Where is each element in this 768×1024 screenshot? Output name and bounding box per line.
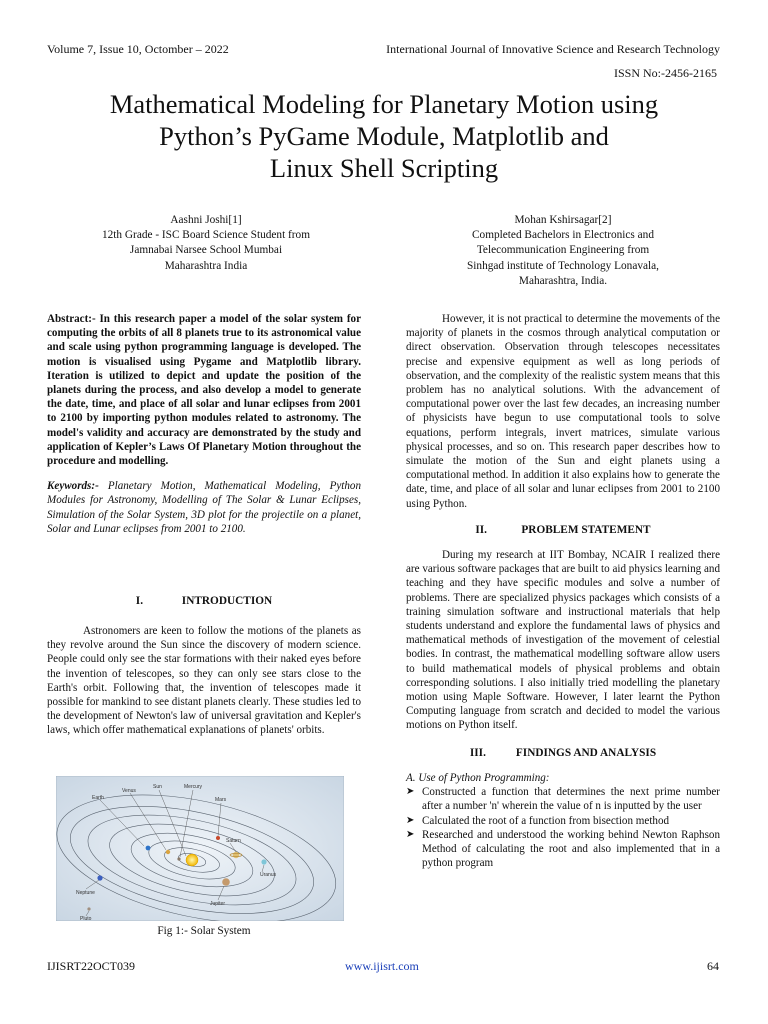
right-paragraph-2: During my research at IIT Bombay, NCAIR I realized there are various software packages that are built to aid physics learning and teaching and they have specific modules and solve a number of problems. There are specialized physics packages which consists of a training simulation software and instructional materials that help students understand and explore the fundamental laws of physics and mathematical methods of investigation of the movement of celestial bodies. In contrast, the mathematical modelling software allow users to build mathematical models of physical problems and obtain corresponding solutions. I also initially tried modelling the planetary motion using Maple Software. However, I later learnt the Python Computing language from scratch and decided to model the various motions on Python itself.: [406, 549, 720, 732]
section-heading-introduction: [47, 595, 361, 607]
arrow-bullet-icon: ➤: [406, 828, 415, 840]
section-number: III.: [469, 746, 486, 759]
footer-paper-id: IJISRT22OCT039: [47, 959, 135, 973]
section-title: FINDINGS AND ANALYSIS: [515, 746, 657, 759]
figure-caption: Fig 1:- Solar System: [157, 925, 251, 937]
subsection-heading: A. Use of Python Programming:: [406, 771, 550, 784]
section-title: PROBLEM STATEMENT: [521, 523, 651, 536]
keywords: [47, 479, 361, 536]
venus-label: Venus: [122, 788, 136, 794]
neptune-label: Neptune: [76, 890, 95, 896]
section-number: I.: [135, 595, 144, 607]
title-line: Python’s PyGame Module, Matplotlib and: [159, 121, 609, 151]
saturn-label: Saturn: [226, 838, 241, 844]
findings-list: [406, 785, 720, 870]
arrow-bullet-icon: ➤: [406, 814, 415, 826]
earth-marker: [146, 846, 151, 851]
mars-marker: [216, 836, 220, 840]
author-affiliation: Sinhgad institute of Technology Lonavala,: [467, 259, 659, 272]
author-block-2: [412, 213, 714, 289]
issn-number: ISSN No:-2456-2165: [613, 66, 717, 80]
author-name: Mohan Kshirsagar[2]: [514, 214, 612, 226]
mercury-marker: [177, 857, 180, 860]
section-title: INTRODUCTION: [181, 595, 273, 607]
mars-label: Mars: [215, 797, 227, 803]
venus-marker: [166, 850, 170, 854]
solar-system-diagram: [56, 776, 344, 921]
author-affiliation: Maharashtra, India.: [518, 274, 608, 287]
introduction-body: [47, 624, 361, 738]
right-column: [406, 312, 720, 870]
footer-page-number: 64: [707, 959, 719, 973]
paper-title: [30, 88, 738, 184]
section-heading-problem-statement: [406, 523, 720, 537]
list-item: ➤ Constructed a function that determines the next prime number after a number 'n' wherein the value of n is inputted by the user: [406, 786, 720, 813]
footer-website-link[interactable]: www.ijisrt.com: [345, 959, 419, 973]
right-paragraph-1: However, it is not practical to determine the movements of the majority of planets in the cosmos through analytical computation or direct observation. Observation through telescopes necessitates precise and expensive equipment as well as long periods of observation, and the complexity of the realistic system means that this problem has no analytical solutions. With the advancement of computational power over the last few decades, an increasing number of physicists have begun to use computational tools to solve equations, perform integrals, invert matrices, simulate various physical processes, and so on. This research paper describes how to simulate the motion of the Sun and eight planets using a computational method. In addition it also explains how to generate the date, time, and place of all solar and lunar eclipses from 2001 to 2100 using Python.: [406, 313, 720, 510]
jupiter-marker: [222, 878, 230, 886]
sun-marker: [186, 854, 198, 866]
abstract: [47, 312, 361, 468]
author-affiliation: Jamnabai Narsee School Mumbai: [129, 244, 283, 257]
title-line: Mathematical Modeling for Planetary Motion using: [109, 89, 659, 119]
author-affiliation: Maharashtra India: [164, 259, 248, 272]
left-column: [47, 312, 361, 536]
author-name: Aashni Joshi[1]: [170, 214, 242, 226]
uranus-label: Uranus: [260, 872, 277, 878]
keywords-text: Planetary Motion, Mathematical Modeling, Python Modules for Astronomy, Modelling of The Solar & Lunar Eclipses, Simulation of the Solar System, 3D plot for the projectile on a planet, Solar and Lunar eclipses from 2001 to 2100.: [47, 480, 361, 535]
pluto-label: Pluto: [80, 916, 92, 921]
list-item: ➤ Calculated the root of a function from bisection method: [406, 814, 670, 827]
abstract-text: In this research paper a model of the solar system for computing the orbits of all 8 planets true to its astronomical value and scale using python programming language is developed. The motion is visualised using Pygame and Matplotlib library. Iteration is utilized to depict and update the position of the planets during the process, and also develop a model to generate the date, time, and place of all solar and lunar eclipses from 2001 to 2100 by importing python modules related to astronomy. The model's validity and accuracy are demonstrated by the study and application of Kepler’s Laws Of Planetary Motion throughout the procedure and modelling.: [47, 313, 361, 468]
saturn-marker: [233, 852, 239, 858]
title-line: Linux Shell Scripting: [269, 153, 499, 183]
abstract-label: Abstract:-: [47, 313, 96, 325]
section-heading-findings: [406, 746, 720, 760]
author-block-1: [66, 213, 346, 274]
jupiter-label: Jupiter: [210, 901, 226, 907]
author-affiliation: Completed Bachelors in Electronics and: [472, 229, 654, 242]
neptune-marker: [97, 875, 102, 880]
running-header-volume: Volume 7, Issue 10, Octomber – 2022: [47, 42, 229, 56]
running-header-journal: International Journal of Innovative Science and Research Technology: [386, 42, 720, 56]
section-number: II.: [475, 523, 488, 536]
uranus-marker: [261, 859, 266, 864]
solar-system-figure: [56, 776, 344, 921]
earth-label: Earth: [92, 795, 104, 801]
arrow-bullet-icon: ➤: [406, 786, 415, 798]
author-affiliation: Telecommunication Engineering from: [476, 244, 650, 257]
introduction-paragraph: Astronomers are keen to follow the motions of the planets as they revolve around the Sun since the discovery of modern science. People could only see the star formations with their naked eyes before the invention of telescopes, so they can only see stars close to the Earth's orbit. Following that, the invention of telescopes made it possible for mankind to see distant planets clearly. These studies led to the development of Newton's law of universal gravitation and Kepler's laws, which offer mathematical explanations of planets' orbits.: [47, 625, 361, 737]
keywords-label: Keywords:-: [47, 480, 99, 493]
mercury-label: Mercury: [184, 784, 203, 790]
author-affiliation: 12th Grade - ISC Board Science Student from: [101, 229, 310, 242]
pluto-marker: [87, 907, 90, 910]
list-item: ➤ Researched and understood the working behind Newton Raphson Method of calculating the root and also implemented that in a python program: [406, 828, 720, 870]
sun-label: Sun: [153, 784, 162, 790]
